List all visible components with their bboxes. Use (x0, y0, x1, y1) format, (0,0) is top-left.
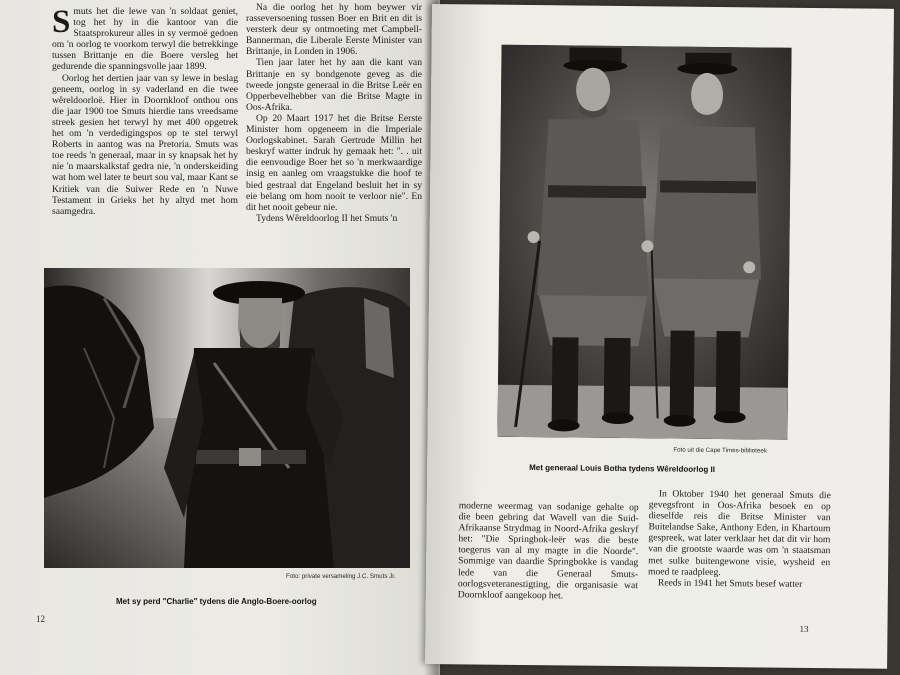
right-col2-para-2: Reeds in 1941 het Smuts besef watter (657, 577, 803, 590)
left-col1-para-2: Oorlog het dertien jaar van sy lewe in beslag geneem, oorlog in sy vaderland en die twee wêreldoorloë. Hier in Doornkloof onthou ons die jaar 1900 toe Smuts hierdie tans vreedsame streek gesien het terwyl hy met 400 opgetrek het om 'n verdedigingspos op te stel terwyl Roberts in aantog was na Pretoria. Smuts was toe reeds 'n generaal, maar in sy knapsak het hy nie 'n maarskalkstaf gedra nie, 'n onderskeiding wat hom wel later te beurt sou val, maar Kant se Kritiek van die Suiwer Rede en 'n Nuwe Testament in Grieks het hy altyd met hom saamgedra. (52, 72, 238, 217)
photo-smuts-horse-image (44, 268, 410, 568)
left-col2-para-3: Op 20 Maart 1917 het die Britse Eerste Minister hom opgeneem in die Imperiale Oorlogskabinet. Sarah Gertrude Millin het beskryf watter indruk hy gemaak het: ". . uit die eenvoudige Boer het so 'n merkwaardige insig en aanleg om vraagstukke die hoof te bied gestraal dat Engeland besluit het in sy eie belang om hom nooit te verloor nie". En dit het nooit gebeur nie. (246, 112, 422, 213)
left-col1-para-1: Smuts het die lewe van 'n soldaat geniet, tog het hy in die kantoor van die Staatsprokureur alles in sy vermoë gedoen om 'n oorlog te voorkom terwyl die betrekkinge tussen Brittanje en die Boere versleg het gedurende die spanningsvolle jaar 1899. (52, 4, 238, 73)
left-text-column-1 (52, 6, 238, 217)
right-text-column-2 (648, 488, 831, 590)
right-text-column-1 (458, 500, 639, 602)
drop-cap: S (52, 4, 71, 40)
photo-smuts-with-horse (44, 268, 410, 568)
right-photo-caption: Met generaal Louis Botha tydens Wêreldoorlog II (529, 463, 716, 474)
left-col2-para-2: Tien jaar later het hy aan die kant van Brittanje en sy bondgenote geveg as die tweede jongste generaal in die Britse Leër en Opperbevelhebber van die Britse Magte in Oos-Afrika. (246, 57, 422, 113)
left-text-column-2 (246, 2, 422, 224)
left-col2-para-1: Na die oorlog het hy hom beywer vir rasseversoening tussen Boer en Brit en dit is versterk deur sy ontmoeting met Campbell-Bannerman, die Liberale Eerste Minister van Brittanje, in Londen in 1906. (246, 2, 422, 58)
right-col1-para-1: moderne weermag van sodanige gehalte op die been gebring dat Wavell van die Suid-Afrikaanse Strydmag in Noord-Afrika geskryf het: "Die Springbok-leër was die beste toegerus van al my magte in die Noorde". Sommige van daardie Springbokke is vandag lede van die Generaal Smuts-oorlogsveteranestigting, die organisasie wat Doornkloof aangekoop het. (457, 500, 639, 602)
left-photo-credit: Foto: private versameling J.C. Smuts Jr. (286, 573, 396, 580)
left-photo-caption: Met sy perd "Charlie" tydens die Anglo-Boere-oorlog (116, 597, 317, 606)
right-col2-para-1: In Oktober 1940 het generaal Smuts die gevegsfront in Oos-Afrika besoek en op dieselfde reis die Britse Minister van Buitelandse Sake, Anthony Eden, in Khartoum gespreek, wat later verklaar het dat dit vir hom van die grootste waarde was om 'n staatsman met sulke buitengewone visie, wysheid en moed te raadpleeg. (648, 488, 831, 578)
right-page (425, 4, 894, 669)
left-page (0, 0, 440, 675)
page-number-left: 12 (36, 614, 45, 624)
left-col2-para-4: Tydens Wêreldoorlog II het Smuts 'n (256, 212, 398, 224)
page-number-right: 13 (799, 623, 809, 634)
photo-smuts-with-botha (497, 45, 791, 440)
right-photo-credit: Foto uit die Cape Times-biblioteek (673, 446, 767, 455)
photo-smuts-botha-image (497, 45, 791, 440)
